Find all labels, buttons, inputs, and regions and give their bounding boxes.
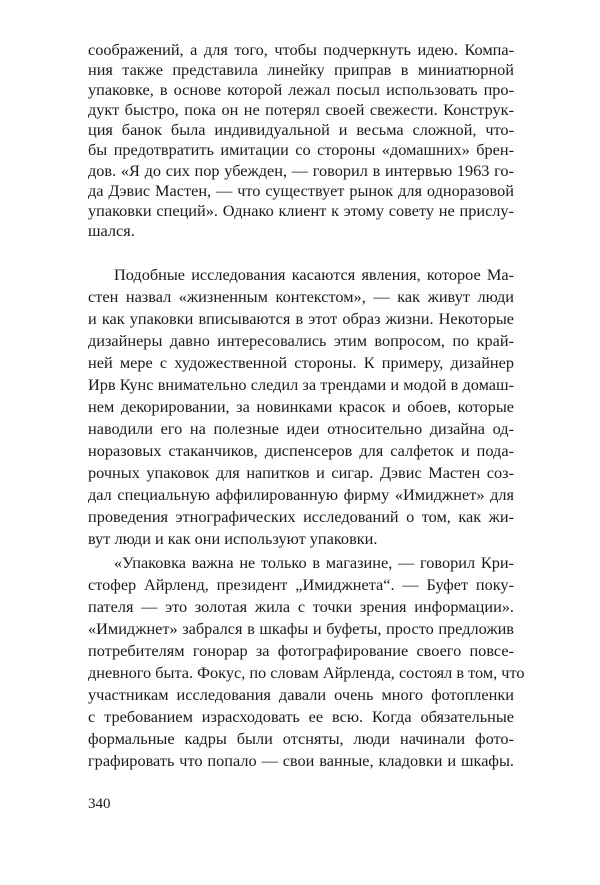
text-line: дукт быстро, пока он не потерял своей свежести. Конструк- <box>88 100 514 120</box>
text-line: формальные кадры были отсняты, люди начинали фото- <box>88 729 514 748</box>
text-line: потребителям гонорар за фотографирование своего повсе- <box>88 641 514 660</box>
text-line: с требованием израсходовать ее всю. Когда обязательные <box>88 707 514 726</box>
text-line: пателя — это золотая жила с точки зрения информации». <box>88 597 514 616</box>
text-line: дов. «Я до сих пор убежден, — говорил в интервью 1963 го- <box>88 160 514 180</box>
text-line: упаковке, в основе которой лежал посыл использовать про- <box>88 80 514 100</box>
text-line: «Имиджнет» забрался в шкафы и буфеты, просто предложив <box>88 619 514 638</box>
text-line: дал специальную аффилированную фирму «Имиджнет» для <box>88 485 514 504</box>
text-line: графировать что попало — свои ванные, кладовки и шкафы. <box>88 751 514 770</box>
text-line: норазовых стаканчиков, диспенсеров для салфеток и пода- <box>88 441 514 460</box>
text-line: Подобные исследования касаются явления, которое Ма- <box>114 265 514 284</box>
paragraph-1 <box>88 40 514 241</box>
paragraph-3 <box>88 552 525 772</box>
text-line: ней мере с художественной стороны. К примеру, дизайнер <box>88 353 514 372</box>
text-line: ция банок была индивидуальной и весьма сложной, что- <box>88 120 514 140</box>
text-line: нем декорировании, за новинками красок и обоев, которые <box>88 397 514 416</box>
paragraph-2 <box>88 264 514 550</box>
text-line: стофер Айрленд, президент „Имиджнета“. — Буфет поку- <box>88 575 514 594</box>
text-line: стен назвал «жизненным контекстом», — как живут люди <box>88 287 514 306</box>
text-line: и как упаковки вписываются в этот образ жизни. Некоторые <box>88 309 514 328</box>
text-line: проведения этнографических исследований о том, как жи- <box>88 507 514 526</box>
text-line: рочных упаковок для напитков и сигар. Дэвис Мастен соз- <box>88 463 514 482</box>
text-line: дизайнеры давно интересовались этим вопросом, по край- <box>88 331 514 350</box>
text-line: соображений, а для того, чтобы подчеркнуть идею. Компа- <box>88 40 514 59</box>
text-line: да Дэвис Мастен, — что существует рынок для одноразовой <box>88 180 514 200</box>
text-line: наводили его на полезные идеи относительно дизайна од- <box>88 419 514 438</box>
page-number: 340 <box>88 796 111 812</box>
text-line: шался. <box>88 220 135 240</box>
text-line: бы предотвратить имитации со стороны «домашних» брен- <box>88 140 514 160</box>
text-line: вут люди и как они используют упаковки. <box>88 529 378 548</box>
text-line: «Упаковка важна не только в магазине, — говорил Кри- <box>114 553 514 572</box>
text-line: участникам исследования давали очень много фотопленки <box>88 685 514 704</box>
text-line: упаковки специй». Однако клиент к этому совету не прислу- <box>88 200 514 220</box>
text-line: ния также представила линейку приправ в миниатюрной <box>88 60 514 80</box>
text-line: Ирв Кунс внимательно следил за трендами и модой в домаш- <box>88 375 514 394</box>
text-line: дневного быта. Фокус, по словам Айрленда, состоял в том, что <box>88 663 525 682</box>
